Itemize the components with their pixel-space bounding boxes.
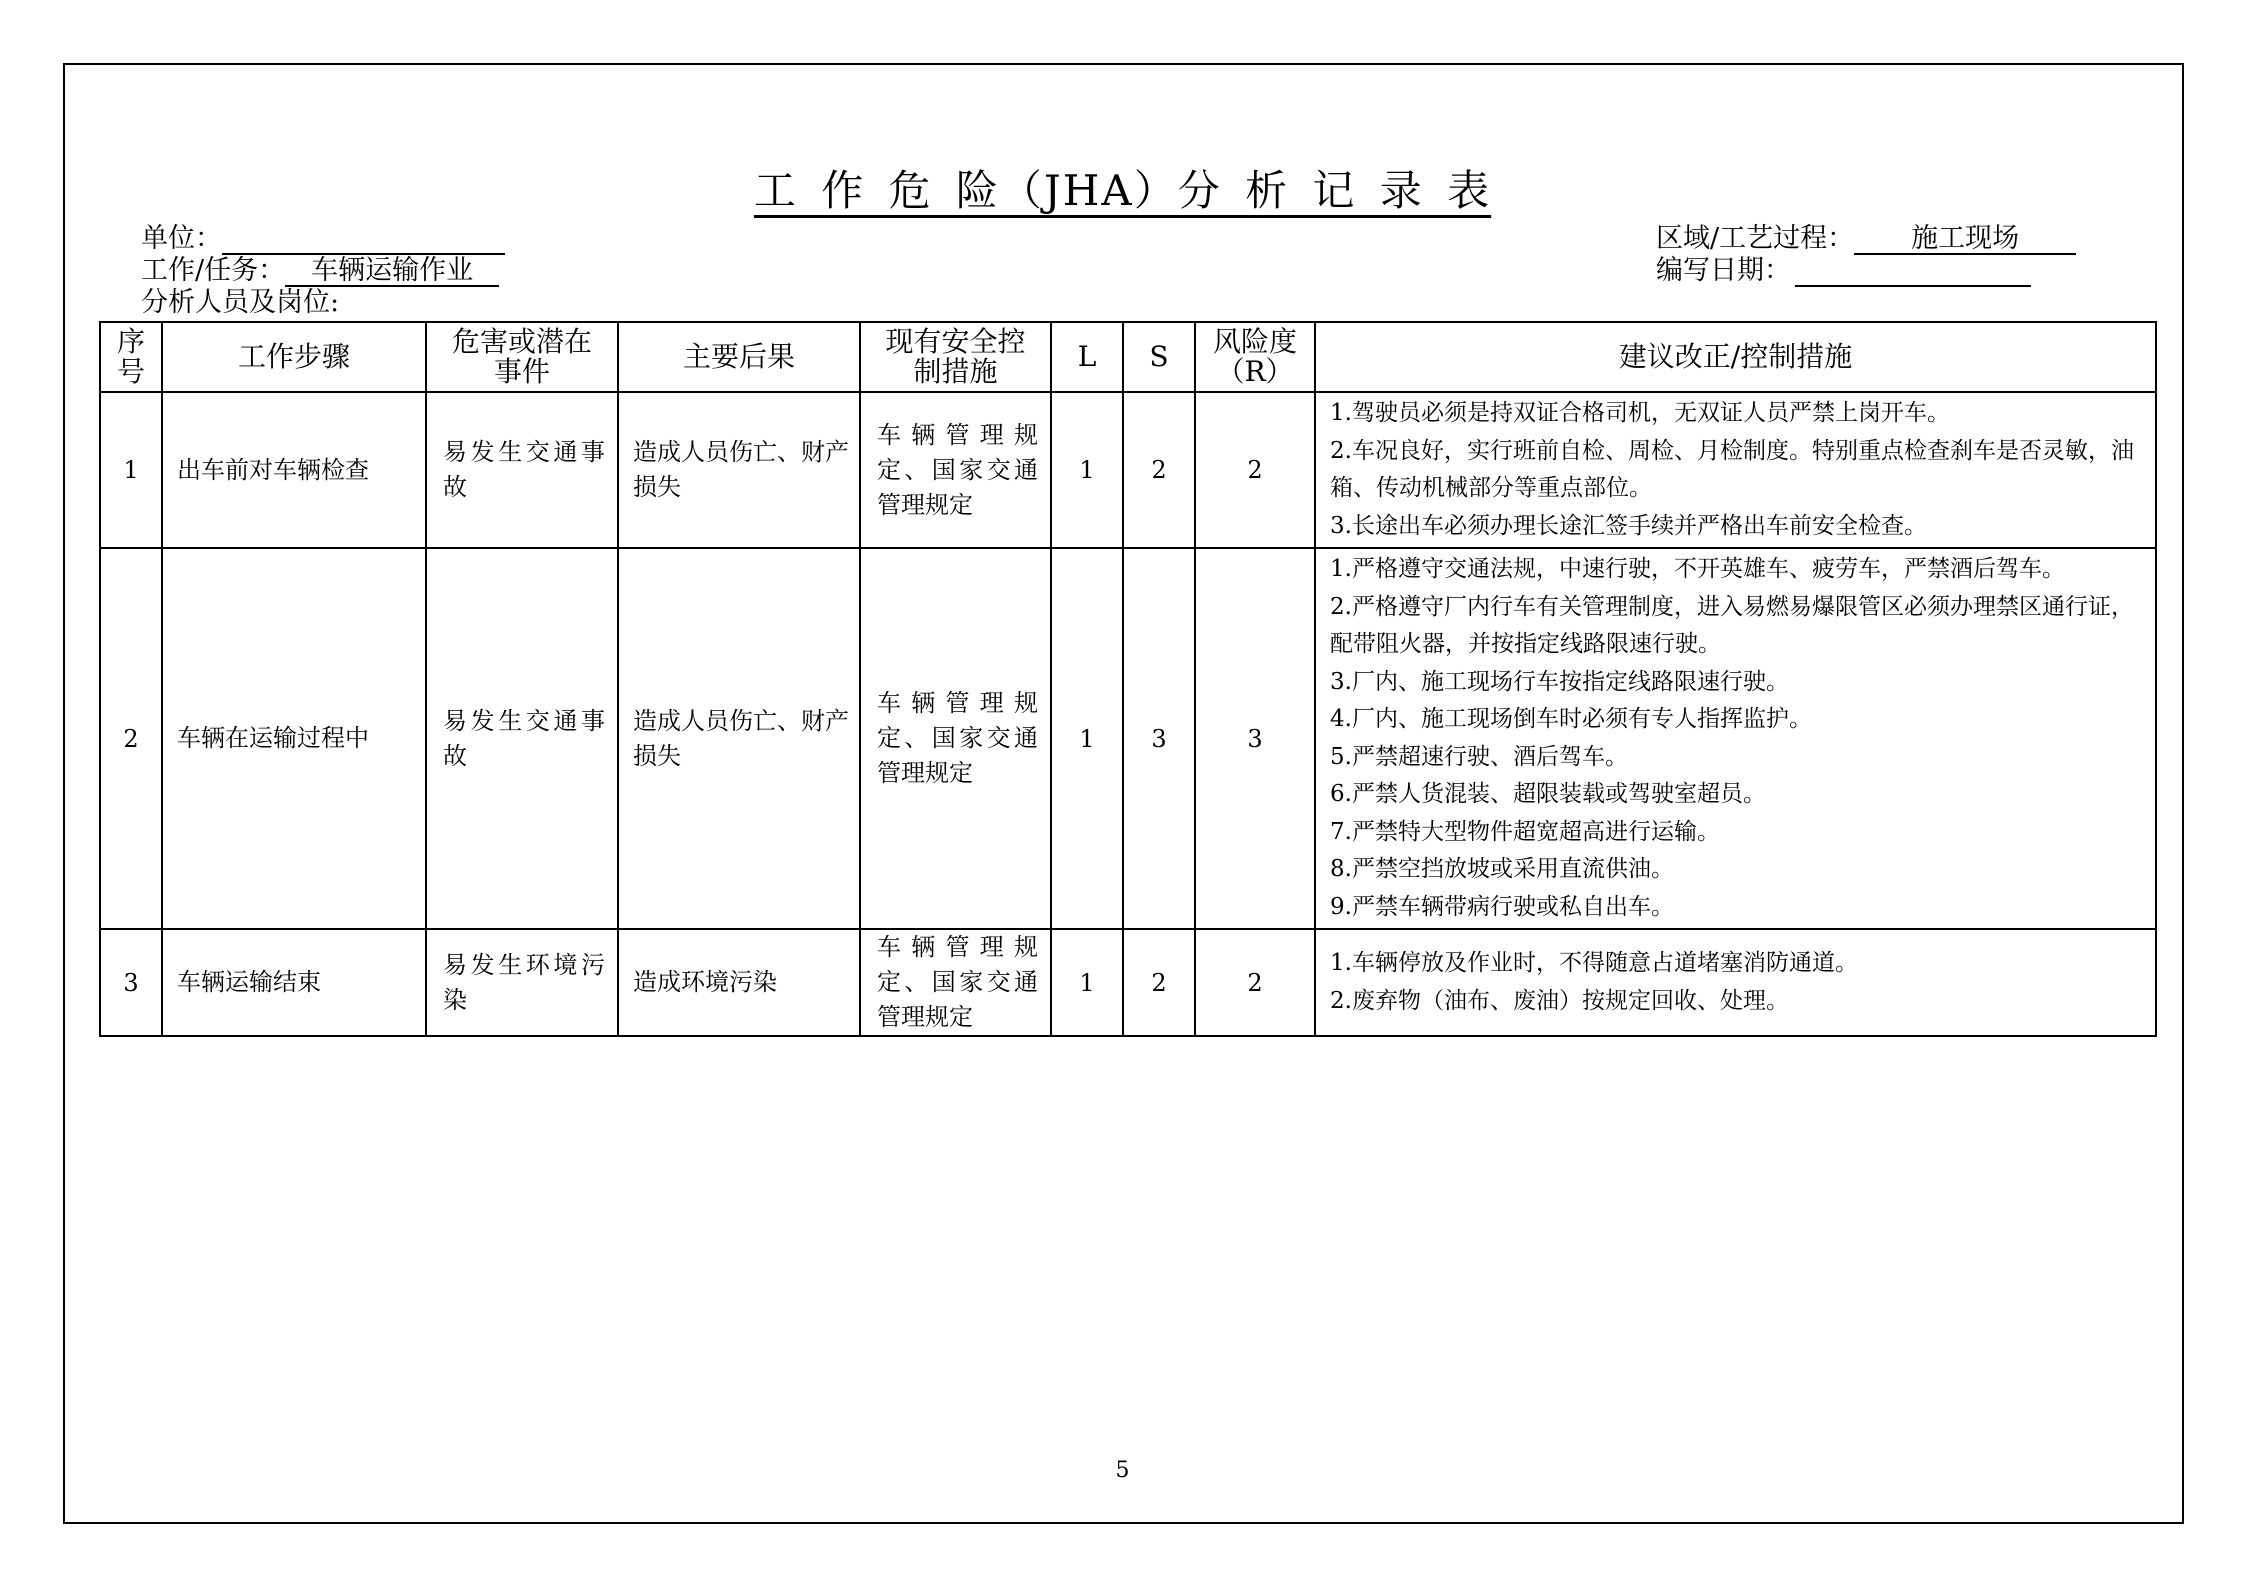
row-s: 2 bbox=[1123, 929, 1195, 1036]
row-measures bbox=[1315, 548, 2156, 929]
document-title: 工 作 危 险（JHA）分 析 记 录 表 bbox=[753, 166, 1492, 215]
measure-item: 3.长途出车必须办理长途汇签手续并严格出车前安全检查。 bbox=[1330, 512, 1927, 539]
row-no: 2 bbox=[100, 548, 162, 929]
header-controls: 现有安全控制措施 bbox=[860, 322, 1051, 392]
row-consequence: 造成环境污染 bbox=[618, 929, 860, 1036]
row-l: 1 bbox=[1051, 548, 1123, 929]
page-number: 5 bbox=[1115, 1458, 1130, 1483]
header-consequence: 主要后果 bbox=[618, 322, 860, 392]
analyst-field bbox=[141, 287, 339, 319]
measure-item: 7.严禁特大型物件超宽超高进行运输。 bbox=[1330, 818, 1720, 845]
row-consequence: 造成人员伤亡、财产损失 bbox=[618, 392, 860, 548]
row-controls: 车辆管理规定、国家交通管理规定 bbox=[860, 548, 1051, 929]
row-hazard: 易发生环境污染 bbox=[426, 929, 618, 1036]
measure-item: 8.严禁空挡放坡或采用直流供油。 bbox=[1330, 856, 1674, 882]
row-l: 1 bbox=[1051, 929, 1123, 1036]
measure-item: 5.严禁超速行驶、酒后驾车。 bbox=[1330, 743, 1628, 770]
row-consequence: 造成人员伤亡、财产损失 bbox=[618, 548, 860, 929]
date-value bbox=[1795, 255, 2031, 287]
row-l: 1 bbox=[1051, 392, 1123, 548]
header-risk: 风险度 （R） bbox=[1195, 322, 1315, 392]
measure-item: 2.废弃物（油布、废油）按规定回收、处理。 bbox=[1330, 987, 1789, 1014]
unit-value bbox=[222, 223, 505, 255]
header-step: 工作步骤 bbox=[162, 322, 426, 392]
row-r: 2 bbox=[1195, 392, 1315, 548]
row-s: 2 bbox=[1123, 392, 1195, 548]
row-r: 3 bbox=[1195, 548, 1315, 929]
header-measures: 建议改正/控制措施 bbox=[1315, 322, 2156, 392]
measure-item: 9.严禁车辆带病行驶或私自出车。 bbox=[1330, 893, 1674, 920]
measure-item: 2.车况良好，实行班前自检、周检、月检制度。特别重点检查刹车是否灵敏，油箱、传动机械部分等重点部位。 bbox=[1330, 437, 2134, 501]
row-controls: 车辆管理规定、国家交通管理规定 bbox=[860, 392, 1051, 548]
task-label: 工作/任务： bbox=[141, 255, 286, 286]
row-measures bbox=[1315, 929, 2156, 1036]
row-controls: 车辆管理规定、国家交通管理规定 bbox=[860, 929, 1051, 1036]
header-no: 序号 bbox=[100, 322, 162, 392]
header-s: S bbox=[1123, 322, 1195, 392]
row-hazard: 易发生交通事故 bbox=[426, 392, 618, 548]
jha-table bbox=[99, 321, 2157, 1037]
measure-item: 3.厂内、施工现场行车按指定线路限速行驶。 bbox=[1330, 668, 1789, 695]
row-step: 车辆运输结束 bbox=[162, 929, 426, 1036]
row-s: 3 bbox=[1123, 548, 1195, 929]
row-step: 出车前对车辆检查 bbox=[162, 392, 426, 548]
row-no: 3 bbox=[100, 929, 162, 1036]
table-row bbox=[100, 392, 2156, 548]
row-r: 2 bbox=[1195, 929, 1315, 1036]
analyst-label: 分析人员及岗位: bbox=[141, 287, 340, 318]
table-row bbox=[100, 929, 2156, 1036]
table-header-row bbox=[100, 322, 2156, 392]
date-label: 编写日期： bbox=[1656, 255, 1791, 286]
header-l: L bbox=[1051, 322, 1123, 392]
unit-field bbox=[141, 223, 505, 255]
header-hazard: 危害或潜在事件 bbox=[426, 322, 618, 392]
measure-item: 2.严格遵守厂内行车有关管理制度，进入易燃易爆限管区必须办理禁区通行证，配带阻火器，并按指定线路限速行驶。 bbox=[1330, 593, 2134, 657]
area-value: 施工现场 bbox=[1854, 223, 2076, 255]
task-value: 车辆运输作业 bbox=[285, 255, 499, 287]
row-no: 1 bbox=[100, 392, 162, 548]
measure-item: 1.严格遵守交通法规，中速行驶，不开英雄车、疲劳车，严禁酒后驾车。 bbox=[1330, 556, 2065, 582]
row-step: 车辆在运输过程中 bbox=[162, 548, 426, 929]
row-measures bbox=[1315, 392, 2156, 548]
measure-item: 1.驾驶员必须是持双证合格司机，无双证人员严禁上岗开车。 bbox=[1330, 400, 1950, 426]
measure-item: 6.严禁人货混装、超限装载或驾驶室超员。 bbox=[1330, 781, 1766, 807]
unit-label: 单位： bbox=[141, 223, 222, 254]
area-field bbox=[1656, 223, 2076, 255]
date-field bbox=[1656, 255, 2031, 287]
area-label: 区域/工艺过程： bbox=[1656, 223, 1855, 254]
table-row bbox=[100, 548, 2156, 929]
measure-item: 4.厂内、施工现场倒车时必须有专人指挥监护。 bbox=[1330, 706, 1812, 732]
task-field bbox=[141, 255, 499, 287]
measure-item: 1.车辆停放及作业时，不得随意占道堵塞消防通道。 bbox=[1330, 950, 1858, 976]
row-hazard: 易发生交通事故 bbox=[426, 548, 618, 929]
